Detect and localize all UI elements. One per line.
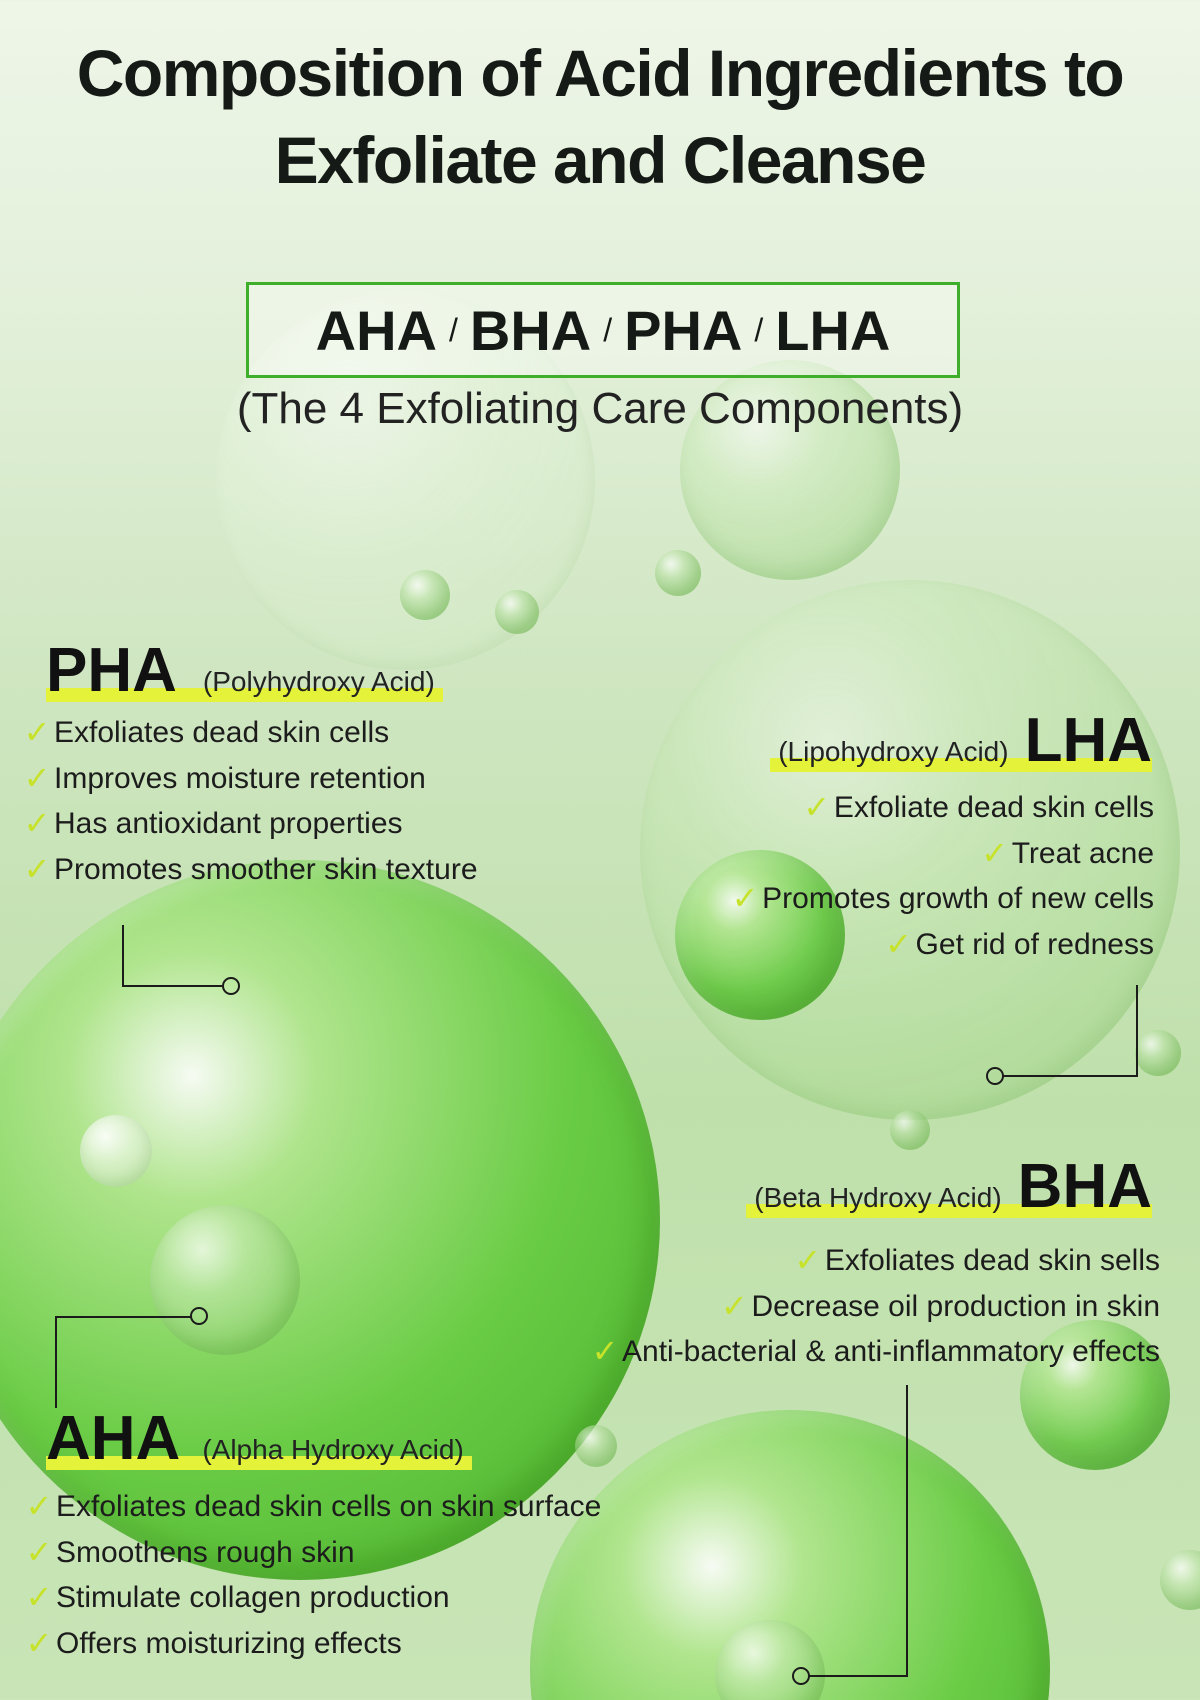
list-item bbox=[730, 831, 1154, 877]
benefit-text: Stimulate collagen production bbox=[56, 1581, 450, 1614]
pha-full-name: (Polyhydroxy Acid) bbox=[202, 666, 435, 697]
list-item bbox=[590, 1284, 1160, 1330]
benefit-text: Promotes growth of new cells bbox=[762, 882, 1154, 915]
title-line-1: Composition of Acid Ingredients to bbox=[76, 36, 1124, 110]
aha-full-name: (Alpha Hydroxy Acid) bbox=[202, 1434, 464, 1465]
list-item bbox=[590, 1329, 1160, 1375]
check-mark-icon: ✓ bbox=[23, 714, 51, 750]
benefit-text: Exfoliates dead skin cells on skin surface bbox=[56, 1490, 602, 1523]
acid-box-separator: / bbox=[449, 311, 458, 348]
bha-benefit-list bbox=[590, 1238, 1160, 1375]
check-mark-icon: ✓ bbox=[731, 880, 759, 916]
aha-heading bbox=[46, 1404, 472, 1473]
acid-box-item: PHA bbox=[624, 298, 743, 362]
bha-heading bbox=[746, 1152, 1152, 1221]
benefit-text: Exfoliates dead skin sells bbox=[824, 1244, 1160, 1277]
pha-benefit-list bbox=[22, 710, 478, 892]
list-item bbox=[24, 1484, 601, 1530]
benefit-text: Exfoliates dead skin cells bbox=[54, 716, 390, 749]
bubble-decoration bbox=[400, 570, 450, 620]
check-mark-icon: ✓ bbox=[591, 1333, 619, 1369]
check-mark-icon: ✓ bbox=[803, 789, 831, 825]
check-mark-icon: ✓ bbox=[721, 1287, 748, 1324]
check-mark-icon: ✓ bbox=[25, 1533, 53, 1570]
list-item bbox=[24, 1621, 601, 1667]
list-item bbox=[22, 756, 478, 802]
lha-leader-line bbox=[1002, 985, 1138, 1077]
check-mark-icon: ✓ bbox=[25, 1488, 53, 1524]
bha-leader-line bbox=[808, 1385, 908, 1677]
check-mark-icon: ✓ bbox=[23, 805, 51, 841]
benefit-text: Improves moisture retention bbox=[54, 761, 426, 795]
list-item bbox=[24, 1530, 601, 1576]
title-line-2: Exfoliate and Cleanse bbox=[274, 123, 926, 198]
list-item bbox=[22, 847, 478, 893]
acid-box-item: AHA bbox=[315, 298, 437, 362]
list-item bbox=[590, 1238, 1160, 1284]
list-item bbox=[730, 785, 1154, 831]
lha-leader-dot bbox=[986, 1067, 1004, 1085]
aha-benefit-list bbox=[24, 1484, 601, 1666]
lha-full-name: (Lipohydroxy Acid) bbox=[778, 736, 1009, 767]
bubble-decoration bbox=[80, 1115, 152, 1187]
pha-abbreviation: PHA bbox=[46, 636, 177, 705]
check-mark-icon: ✓ bbox=[23, 850, 51, 887]
lha-abbreviation: LHA bbox=[1024, 706, 1152, 775]
acid-box-separator: / bbox=[754, 311, 764, 348]
bubble-decoration bbox=[1135, 1030, 1181, 1076]
acid-types-box bbox=[246, 282, 960, 378]
check-mark-icon: ✓ bbox=[794, 1242, 822, 1278]
check-mark-icon: ✓ bbox=[981, 834, 1009, 871]
bubble-decoration bbox=[890, 1110, 930, 1150]
check-mark-icon: ✓ bbox=[885, 925, 912, 962]
acid-box-item: BHA bbox=[469, 298, 592, 362]
benefit-text: Has antioxidant properties bbox=[54, 807, 403, 840]
list-item bbox=[730, 876, 1154, 922]
aha-abbreviation: AHA bbox=[46, 1404, 181, 1473]
lha-benefit-list bbox=[730, 785, 1154, 967]
pha-heading bbox=[46, 636, 443, 705]
list-item bbox=[22, 710, 478, 756]
page-subtitle: (The 4 Exfoliating Care Components) bbox=[236, 384, 964, 433]
check-mark-icon: ✓ bbox=[25, 1624, 53, 1661]
bha-abbreviation: BHA bbox=[1017, 1152, 1152, 1221]
acid-box-item: LHA bbox=[775, 298, 891, 362]
lha-heading bbox=[770, 706, 1152, 775]
benefit-text: Smoothens rough skin bbox=[56, 1535, 355, 1569]
check-mark-icon: ✓ bbox=[23, 759, 51, 796]
benefit-text: Decrease oil production in skin bbox=[751, 1289, 1160, 1323]
pha-leader-dot bbox=[222, 977, 240, 995]
acid-box-separator: / bbox=[603, 311, 613, 348]
check-mark-icon: ✓ bbox=[25, 1579, 53, 1615]
benefit-text: Offers moisturizing effects bbox=[56, 1626, 402, 1660]
aha-leader-dot bbox=[190, 1307, 208, 1325]
bubble-decoration bbox=[495, 590, 539, 634]
page-title bbox=[0, 30, 1200, 204]
benefit-text: Exfoliate dead skin cells bbox=[833, 791, 1154, 824]
list-item bbox=[24, 1575, 601, 1621]
aha-leader-line bbox=[55, 1316, 191, 1408]
list-item bbox=[22, 801, 478, 847]
benefit-text: Anti-bacterial & anti-inflammatory effects bbox=[622, 1335, 1160, 1368]
pha-leader-line bbox=[122, 925, 222, 987]
benefit-text: Treat acne bbox=[1011, 836, 1154, 870]
bubble-decoration bbox=[575, 1425, 617, 1467]
bha-full-name: (Beta Hydroxy Acid) bbox=[754, 1182, 1002, 1213]
benefit-text: Get rid of redness bbox=[915, 927, 1154, 961]
bha-leader-dot bbox=[792, 1667, 810, 1685]
list-item bbox=[730, 922, 1154, 968]
bubble-decoration bbox=[1160, 1550, 1200, 1610]
bubble-decoration bbox=[655, 550, 701, 596]
benefit-text: Promotes smoother skin texture bbox=[54, 852, 478, 886]
